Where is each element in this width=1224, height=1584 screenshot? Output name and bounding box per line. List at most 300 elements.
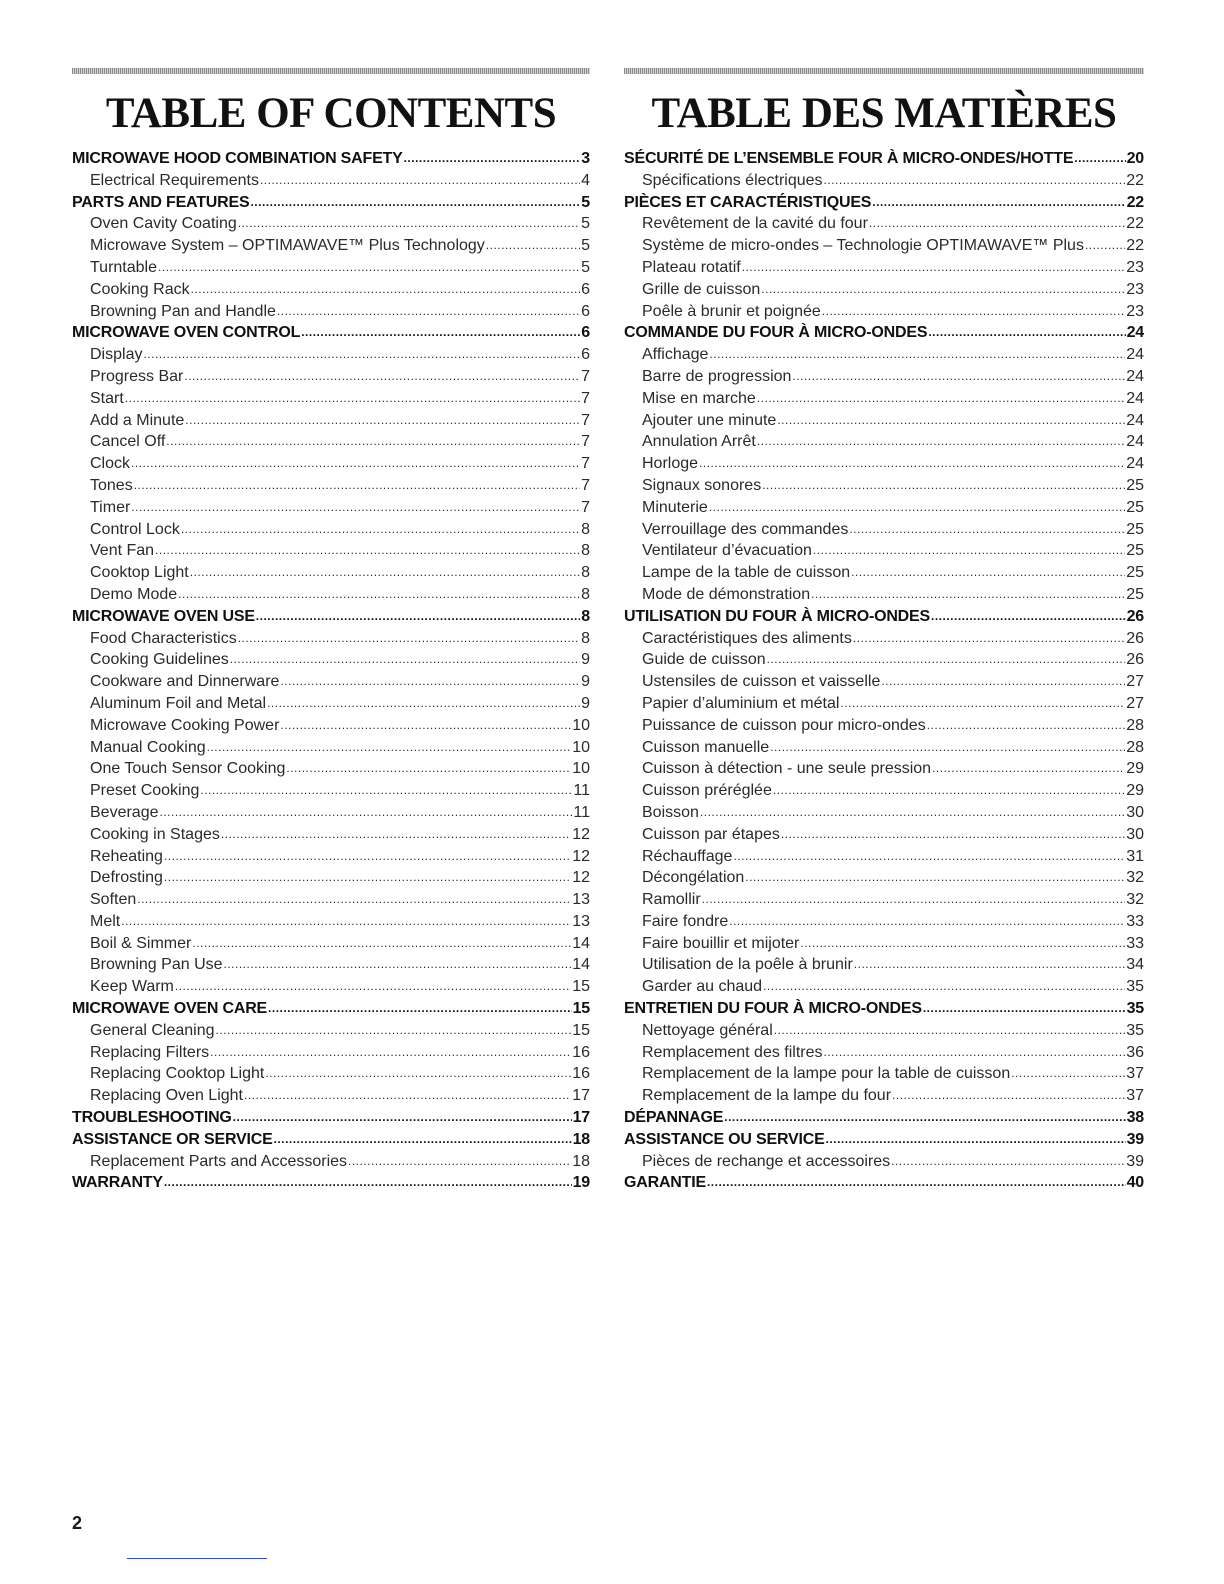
entry-page-number: 18 <box>572 1130 590 1148</box>
toc-subsection-entry[interactable] <box>72 257 590 279</box>
entry-page-number: 33 <box>1126 912 1144 930</box>
entry-page-number: 24 <box>1126 433 1144 451</box>
entry-title: Spécifications électriques <box>642 171 823 189</box>
toc-subsection-entry[interactable] <box>624 846 1144 868</box>
entry-title: Mode de démonstration <box>642 585 811 603</box>
entry-page-number: 28 <box>1126 716 1144 734</box>
dot-leader <box>792 366 1125 388</box>
dot-leader <box>800 933 1125 955</box>
entry-title: Revêtement de la cavité du four <box>642 215 868 233</box>
toc-subsection-entry[interactable] <box>72 1085 590 1107</box>
entry-title: Microwave Cooking Power <box>90 716 280 734</box>
toc-column-english <box>72 68 590 1194</box>
entry-title: Keep Warm <box>90 978 174 996</box>
dot-leader <box>813 540 1125 562</box>
dot-leader <box>274 1129 572 1151</box>
entry-page-number: 35 <box>1126 1021 1144 1039</box>
entry-page-number: 22 <box>1126 237 1144 255</box>
entry-page-number: 16 <box>572 1043 590 1061</box>
dot-leader <box>131 453 580 475</box>
entry-title: Boisson <box>642 803 699 821</box>
entry-page-number: 24 <box>1126 411 1144 429</box>
dot-leader <box>762 475 1125 497</box>
dot-leader <box>486 235 580 257</box>
entry-title: Electrical Requirements <box>90 171 259 189</box>
dot-leader <box>286 758 571 780</box>
toc-subsection-entry[interactable] <box>72 802 590 824</box>
entry-page-number: 6 <box>581 302 590 320</box>
dot-leader <box>826 1129 1126 1151</box>
entry-page-number: 40 <box>1126 1174 1144 1192</box>
entry-page-number: 7 <box>581 455 590 473</box>
entry-page-number: 25 <box>1126 498 1144 516</box>
toc-subsection-entry[interactable] <box>624 671 1144 693</box>
entry-title: Microwave System – OPTIMAWAVE™ Plus Technology <box>90 237 485 255</box>
footer-link-line <box>127 1558 267 1559</box>
toc-subsection-entry[interactable] <box>72 737 590 759</box>
entry-title: Cooking in Stages <box>90 825 220 843</box>
entry-title: Papier d’aluminium et métal <box>642 694 840 712</box>
dot-leader <box>724 1107 1125 1129</box>
entry-page-number: 39 <box>1126 1152 1144 1170</box>
header-rule <box>624 68 1144 74</box>
entry-title: Ramollir <box>642 891 701 909</box>
entry-page-number: 14 <box>572 956 590 974</box>
toc-subsection-entry[interactable] <box>624 497 1144 519</box>
entry-page-number: 5 <box>581 237 590 255</box>
dot-leader <box>761 279 1125 301</box>
toc-subsection-entry[interactable] <box>624 301 1144 323</box>
entry-title: ASSISTANCE OU SERVICE <box>624 1130 825 1148</box>
dot-leader <box>184 366 580 388</box>
toc-subsection-entry[interactable] <box>72 1063 590 1085</box>
dot-leader <box>121 911 571 933</box>
toc-section-entry[interactable] <box>624 322 1144 344</box>
entry-title: Cancel Off <box>90 433 166 451</box>
toc-subsection-entry[interactable] <box>624 235 1144 257</box>
entry-title: ENTRETIEN DU FOUR À MICRO-ONDES <box>624 1000 922 1018</box>
toc-subsection-entry[interactable] <box>72 976 590 998</box>
dot-leader <box>210 1042 571 1064</box>
entry-page-number: 26 <box>1126 651 1144 669</box>
entry-title: Pièces de rechange et accessoires <box>642 1152 891 1170</box>
dot-leader <box>265 1063 571 1085</box>
entry-page-number: 16 <box>572 1065 590 1083</box>
entry-title: Replacing Cooktop Light <box>90 1065 265 1083</box>
dot-leader <box>348 1151 571 1173</box>
entry-page-number: 8 <box>581 564 590 582</box>
toc-subsection-entry[interactable] <box>72 824 590 846</box>
entry-page-number: 24 <box>1126 367 1144 385</box>
entry-title: Réchauffage <box>642 847 733 865</box>
toc-subsection-entry[interactable] <box>72 1151 590 1173</box>
entry-page-number: 7 <box>581 433 590 451</box>
toc-subsection-entry[interactable] <box>624 366 1144 388</box>
entry-page-number: 25 <box>1126 585 1144 603</box>
toc-subsection-entry[interactable] <box>624 1085 1144 1107</box>
toc-subsection-entry[interactable] <box>624 693 1144 715</box>
entry-page-number: 12 <box>572 869 590 887</box>
entry-title: Cooking Guidelines <box>90 651 229 669</box>
dot-leader <box>233 1107 572 1129</box>
toc-list-english <box>72 148 590 1194</box>
dot-leader <box>1074 148 1125 170</box>
toc-subsection-entry[interactable] <box>624 453 1144 475</box>
entry-page-number: 25 <box>1126 520 1144 538</box>
toc-subsection-entry[interactable] <box>624 628 1144 650</box>
toc-subsection-entry[interactable] <box>72 649 590 671</box>
toc-subsection-entry[interactable] <box>624 649 1144 671</box>
toc-section-entry[interactable] <box>624 148 1144 170</box>
toc-section-entry[interactable] <box>72 998 590 1020</box>
toc-subsection-entry[interactable] <box>624 976 1144 998</box>
entry-page-number: 23 <box>1126 258 1144 276</box>
toc-subsection-entry[interactable] <box>624 1063 1144 1085</box>
toc-subsection-entry[interactable] <box>72 693 590 715</box>
entry-title: General Cleaning <box>90 1021 215 1039</box>
toc-section-entry[interactable] <box>72 606 590 628</box>
toc-subsection-entry[interactable] <box>72 933 590 955</box>
toc-subsection-entry[interactable] <box>72 279 590 301</box>
entry-page-number: 8 <box>581 520 590 538</box>
entry-title: Boil & Simmer <box>90 934 192 952</box>
entry-page-number: 7 <box>581 498 590 516</box>
toc-subsection-entry[interactable] <box>72 475 590 497</box>
toc-subsection-entry[interactable] <box>72 846 590 868</box>
entry-title: MICROWAVE OVEN USE <box>72 607 255 625</box>
entry-page-number: 25 <box>1126 476 1144 494</box>
toc-subsection-entry[interactable] <box>72 1042 590 1064</box>
toc-subsection-entry[interactable] <box>72 671 590 693</box>
toc-subsection-entry[interactable] <box>72 519 590 541</box>
entry-title: Puissance de cuisson pour micro-ondes <box>642 716 926 734</box>
toc-subsection-entry[interactable] <box>624 802 1144 824</box>
toc-subsection-entry[interactable] <box>624 1042 1144 1064</box>
entry-title: Ustensiles de cuisson et vaisselle <box>642 673 881 691</box>
entry-title: Tones <box>90 476 133 494</box>
entry-title: Grille de cuisson <box>642 280 761 298</box>
toc-subsection-entry[interactable] <box>72 911 590 933</box>
entry-title: Verrouillage des commandes <box>642 520 849 538</box>
dot-leader <box>164 867 571 889</box>
toc-subsection-entry[interactable] <box>72 301 590 323</box>
entry-title: Horloge <box>642 455 699 473</box>
dot-leader <box>742 257 1125 279</box>
toc-subsection-entry[interactable] <box>72 715 590 737</box>
toc-subsection-entry[interactable] <box>624 213 1144 235</box>
toc-subsection-entry[interactable] <box>624 344 1144 366</box>
toc-subsection-entry[interactable] <box>624 780 1144 802</box>
dot-leader <box>160 802 573 824</box>
entry-page-number: 32 <box>1126 891 1144 909</box>
entry-title: Beverage <box>90 803 159 821</box>
entry-page-number: 13 <box>572 891 590 909</box>
toc-heading-french: TABLE DES MATIÈRES <box>651 90 1117 137</box>
toc-subsection-entry[interactable] <box>624 911 1144 933</box>
entry-title: Turntable <box>90 258 157 276</box>
entry-title: Plateau rotatif <box>642 258 741 276</box>
toc-section-entry[interactable] <box>624 606 1144 628</box>
toc-subsection-entry[interactable] <box>72 453 590 475</box>
entry-page-number: 10 <box>572 716 590 734</box>
dot-leader <box>224 954 572 976</box>
toc-subsection-entry[interactable] <box>72 758 590 780</box>
entry-page-number: 35 <box>1126 1000 1144 1018</box>
dot-leader <box>923 998 1126 1020</box>
entry-page-number: 8 <box>581 629 590 647</box>
toc-subsection-entry[interactable] <box>72 780 590 802</box>
entry-page-number: 15 <box>572 1021 590 1039</box>
entry-title: Cookware and Dinnerware <box>90 673 280 691</box>
dot-leader <box>1011 1063 1125 1085</box>
entry-title: Soften <box>90 891 137 909</box>
entry-page-number: 38 <box>1126 1109 1144 1127</box>
toc-section-entry[interactable] <box>624 1172 1144 1194</box>
entry-title: Clock <box>90 455 131 473</box>
entry-title: Vent Fan <box>90 542 155 560</box>
entry-page-number: 13 <box>572 912 590 930</box>
toc-subsection-entry[interactable] <box>624 540 1144 562</box>
dot-leader <box>134 475 580 497</box>
entry-page-number: 37 <box>1126 1087 1144 1105</box>
dot-leader <box>932 758 1125 780</box>
toc-subsection-entry[interactable] <box>72 170 590 192</box>
entry-title: Caractéristiques des aliments <box>642 629 852 647</box>
toc-subsection-entry[interactable] <box>624 431 1144 453</box>
toc-subsection-entry[interactable] <box>624 889 1144 911</box>
toc-subsection-entry[interactable] <box>72 889 590 911</box>
toc-subsection-entry[interactable] <box>624 519 1144 541</box>
entry-title: Faire bouillir et mijoter <box>642 934 800 952</box>
entry-page-number: 10 <box>572 738 590 756</box>
entry-page-number: 11 <box>573 782 590 800</box>
entry-page-number: 24 <box>1126 455 1144 473</box>
entry-page-number: 29 <box>1126 782 1144 800</box>
entry-title: PARTS AND FEATURES <box>72 193 250 211</box>
toc-section-entry[interactable] <box>624 998 1144 1020</box>
entry-page-number: 22 <box>1126 215 1144 233</box>
toc-section-entry[interactable] <box>72 1172 590 1194</box>
toc-subsection-entry[interactable] <box>72 584 590 606</box>
toc-section-entry[interactable] <box>624 1107 1144 1129</box>
entry-page-number: 20 <box>1126 150 1144 167</box>
dot-leader <box>178 584 580 606</box>
toc-section-entry[interactable] <box>72 322 590 344</box>
toc-subsection-entry[interactable] <box>624 715 1144 737</box>
entry-title: Cooktop Light <box>90 564 189 582</box>
toc-subsection-entry[interactable] <box>624 584 1144 606</box>
toc-subsection-entry[interactable] <box>624 954 1144 976</box>
dot-leader <box>773 780 1125 802</box>
dot-leader <box>277 301 580 323</box>
dot-leader <box>699 453 1125 475</box>
toc-subsection-entry[interactable] <box>72 628 590 650</box>
dot-leader <box>733 846 1125 868</box>
entry-page-number: 9 <box>581 694 590 712</box>
toc-subsection-entry[interactable] <box>72 344 590 366</box>
entry-title: Garder au chaud <box>642 978 763 996</box>
toc-subsection-entry[interactable] <box>624 388 1144 410</box>
toc-subsection-entry[interactable] <box>624 933 1144 955</box>
entry-title: Preset Cooking <box>90 782 200 800</box>
dot-leader <box>244 1085 571 1107</box>
entry-page-number: 5 <box>581 258 590 276</box>
dot-leader <box>191 279 580 301</box>
entry-page-number: 22 <box>1126 193 1144 211</box>
entry-page-number: 25 <box>1126 564 1144 582</box>
dot-leader <box>700 802 1125 824</box>
dot-leader <box>928 322 1125 344</box>
entry-page-number: 31 <box>1126 847 1144 865</box>
dot-leader <box>729 911 1125 933</box>
dot-leader <box>774 1020 1125 1042</box>
toc-section-entry[interactable] <box>72 1129 590 1151</box>
dot-leader <box>709 497 1125 519</box>
toc-section-entry[interactable] <box>624 192 1144 214</box>
dot-leader <box>250 192 580 214</box>
toc-section-entry[interactable] <box>72 148 590 170</box>
dot-leader <box>854 954 1125 976</box>
entry-page-number: 36 <box>1126 1043 1144 1061</box>
toc-subsection-entry[interactable] <box>72 954 590 976</box>
toc-subsection-entry[interactable] <box>72 431 590 453</box>
entry-title: MICROWAVE HOOD COMBINATION SAFETY <box>72 150 403 167</box>
entry-page-number: 17 <box>572 1087 590 1105</box>
entry-page-number: 29 <box>1126 760 1144 778</box>
toc-heading-english: TABLE OF CONTENTS <box>105 90 557 137</box>
entry-title: Control Lock <box>90 520 180 538</box>
entry-title: One Touch Sensor Cooking <box>90 760 286 778</box>
dot-leader <box>824 1042 1126 1064</box>
entry-page-number: 8 <box>581 585 590 603</box>
toc-subsection-entry[interactable] <box>72 410 590 432</box>
entry-title: Poêle à brunir et poignée <box>642 302 821 320</box>
entry-page-number: 19 <box>572 1174 590 1192</box>
entry-page-number: 5 <box>581 193 590 211</box>
entry-page-number: 14 <box>572 934 590 952</box>
dot-leader <box>164 846 571 868</box>
entry-page-number: 17 <box>572 1109 590 1127</box>
entry-page-number: 12 <box>572 825 590 843</box>
dot-leader <box>268 998 572 1020</box>
toc-subsection-entry[interactable] <box>72 213 590 235</box>
entry-page-number: 8 <box>581 542 590 560</box>
dot-leader <box>137 889 571 911</box>
entry-page-number: 27 <box>1126 673 1144 691</box>
entry-title: SÉCURITÉ DE L’ENSEMBLE FOUR À MICRO-ONDES/HOTTE <box>624 150 1074 167</box>
entry-page-number: 27 <box>1126 694 1144 712</box>
toc-subsection-entry[interactable] <box>72 388 590 410</box>
toc-subsection-entry[interactable] <box>624 475 1144 497</box>
entry-page-number: 34 <box>1126 956 1144 974</box>
dot-leader <box>301 322 580 344</box>
dot-leader <box>267 693 580 715</box>
dot-leader <box>207 737 572 759</box>
dot-leader <box>702 889 1126 911</box>
entry-page-number: 33 <box>1126 934 1144 952</box>
toc-subsection-entry[interactable] <box>624 737 1144 759</box>
entry-title: Cuisson préréglée <box>642 782 772 800</box>
toc-subsection-entry[interactable] <box>624 279 1144 301</box>
header-rule <box>72 68 590 74</box>
dot-leader <box>125 388 580 410</box>
entry-page-number: 30 <box>1126 825 1144 843</box>
entry-page-number: 10 <box>572 760 590 778</box>
entry-title: DÉPANNAGE <box>624 1109 724 1127</box>
toc-subsection-entry[interactable] <box>72 1020 590 1042</box>
dot-leader <box>851 562 1125 584</box>
toc-subsection-entry[interactable] <box>624 824 1144 846</box>
entry-page-number: 15 <box>572 978 590 996</box>
toc-section-entry[interactable] <box>72 192 590 214</box>
entry-page-number: 15 <box>572 1000 590 1018</box>
dot-leader <box>238 628 580 650</box>
entry-page-number: 7 <box>581 411 590 429</box>
toc-list-french <box>624 148 1144 1194</box>
entry-title: Signaux sonores <box>642 476 762 494</box>
dot-leader <box>190 562 580 584</box>
toc-subsection-entry[interactable] <box>624 1151 1144 1173</box>
entry-title: UTILISATION DU FOUR À MICRO-ONDES <box>624 607 930 625</box>
entry-title: Manual Cooking <box>90 738 206 756</box>
entry-title: Replacing Oven Light <box>90 1087 243 1105</box>
toc-subsection-entry[interactable] <box>72 235 590 257</box>
toc-subsection-entry[interactable] <box>72 562 590 584</box>
toc-subsection-entry[interactable] <box>72 497 590 519</box>
entry-title: Mise en marche <box>642 389 756 407</box>
entry-title: Replacement Parts and Accessories <box>90 1152 348 1170</box>
entry-title: Cuisson par étapes <box>642 825 780 843</box>
dot-leader <box>709 344 1125 366</box>
toc-subsection-entry[interactable] <box>624 410 1144 432</box>
toc-subsection-entry[interactable] <box>624 257 1144 279</box>
toc-subsection-entry[interactable] <box>624 170 1144 192</box>
dot-leader <box>869 213 1125 235</box>
entry-page-number: 22 <box>1126 171 1144 189</box>
dot-leader <box>822 301 1125 323</box>
dot-leader <box>181 519 580 541</box>
toc-subsection-entry[interactable] <box>72 366 590 388</box>
dot-leader <box>164 1172 572 1194</box>
dot-leader <box>840 693 1125 715</box>
entry-title: Cooking Rack <box>90 280 190 298</box>
dot-leader <box>770 737 1125 759</box>
entry-title: Food Characteristics <box>90 629 237 647</box>
toc-subsection-entry[interactable] <box>624 562 1144 584</box>
toc-section-entry[interactable] <box>624 1129 1144 1151</box>
entry-title: Faire fondre <box>642 912 729 930</box>
toc-subsection-entry[interactable] <box>72 540 590 562</box>
toc-subsection-entry[interactable] <box>624 867 1144 889</box>
toc-section-entry[interactable] <box>72 1107 590 1129</box>
entry-title: Cuisson à détection - une seule pression <box>642 760 932 778</box>
entry-title: Defrosting <box>90 869 163 887</box>
entry-title: Replacing Filters <box>90 1043 210 1061</box>
entry-title: Oven Cavity Coating <box>90 215 237 233</box>
toc-subsection-entry[interactable] <box>624 758 1144 780</box>
dot-leader <box>757 431 1125 453</box>
entry-title: ASSISTANCE OR SERVICE <box>72 1130 273 1148</box>
dot-leader <box>927 715 1126 737</box>
toc-subsection-entry[interactable] <box>624 1020 1144 1042</box>
dot-leader <box>763 976 1125 998</box>
dot-leader <box>707 1172 1126 1194</box>
entry-title: WARRANTY <box>72 1174 163 1192</box>
dot-leader <box>811 584 1125 606</box>
entry-page-number: 4 <box>581 171 590 189</box>
toc-subsection-entry[interactable] <box>72 867 590 889</box>
dot-leader <box>892 1085 1125 1107</box>
